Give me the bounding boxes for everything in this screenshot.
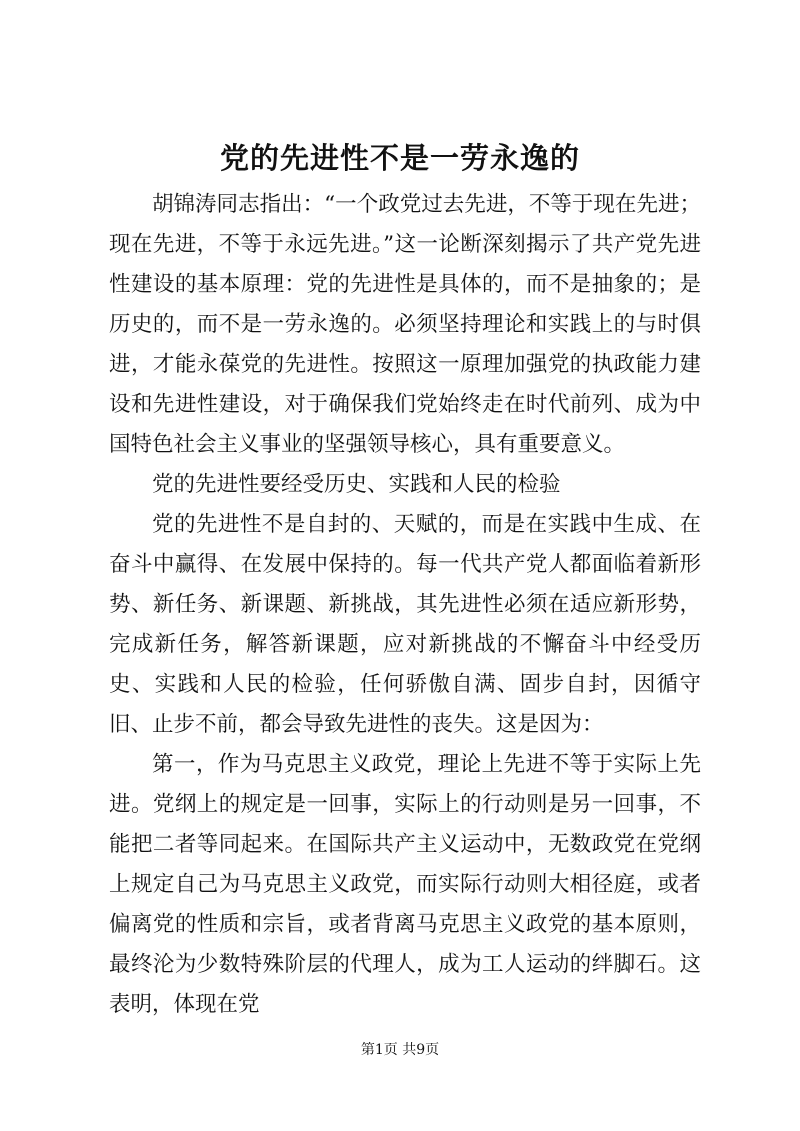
document-title: 党的先进性不是一劳永逸的 — [219, 141, 580, 175]
paragraph-first-point: 第一，作为马克思主义政党，理论上先进不等于实际上先进。党纲上的规定是一回事，实际上的行动则是另一回事，不能把二者等同起来。在国际共产主义运动中，无数政党在党纲上规定自己为马克思主义政党，而实际行动则大相径庭，或者偏离党的性质和宗旨，或者背离马克思主义政党的基本原则，最终沦为少数特殊阶层的代理人，成为工人运动的绊脚石。这表明，体现在党 — [109, 752, 701, 1017]
page-number-footer: 第1页 共9页 — [360, 1042, 440, 1058]
paragraph-intro: 胡锦涛同志指出：“一个政党过去先进，不等于现在先进；现在先进，不等于永远先进。”这一论断深刻揭示了共产党先进性建设的基本原理：党的先进性是具体的，而不是抽象的；是历史的，而不是一劳永逸的。必须坚持理论和实践上的与时俱进，才能永葆党的先进性。按照这一原理加强党的执政能力建设和先进性建设，对于确保我们党始终走在时代前列、成为中国特色社会主义事业的坚强领导核心，具有重要意义。 — [109, 192, 701, 457]
paragraph-practice: 党的先进性不是自封的、天赋的，而是在实践中生成、在奋斗中赢得、在发展中保持的。每一代共产党人都面临着新形势、新任务、新课题、新挑战，其先进性必须在适应新形势，完成新任务，解答新课题，应对新挑战的不懈奋斗中经受历史、实践和人民的检验，任何骄傲自满、固步自封，因循守旧、止步不前，都会导致先进性的丧失。这是因为： — [109, 512, 701, 737]
section-heading: 党的先进性要经受历史、实践和人民的检验 — [152, 472, 561, 497]
document-body — [109, 185, 701, 1025]
